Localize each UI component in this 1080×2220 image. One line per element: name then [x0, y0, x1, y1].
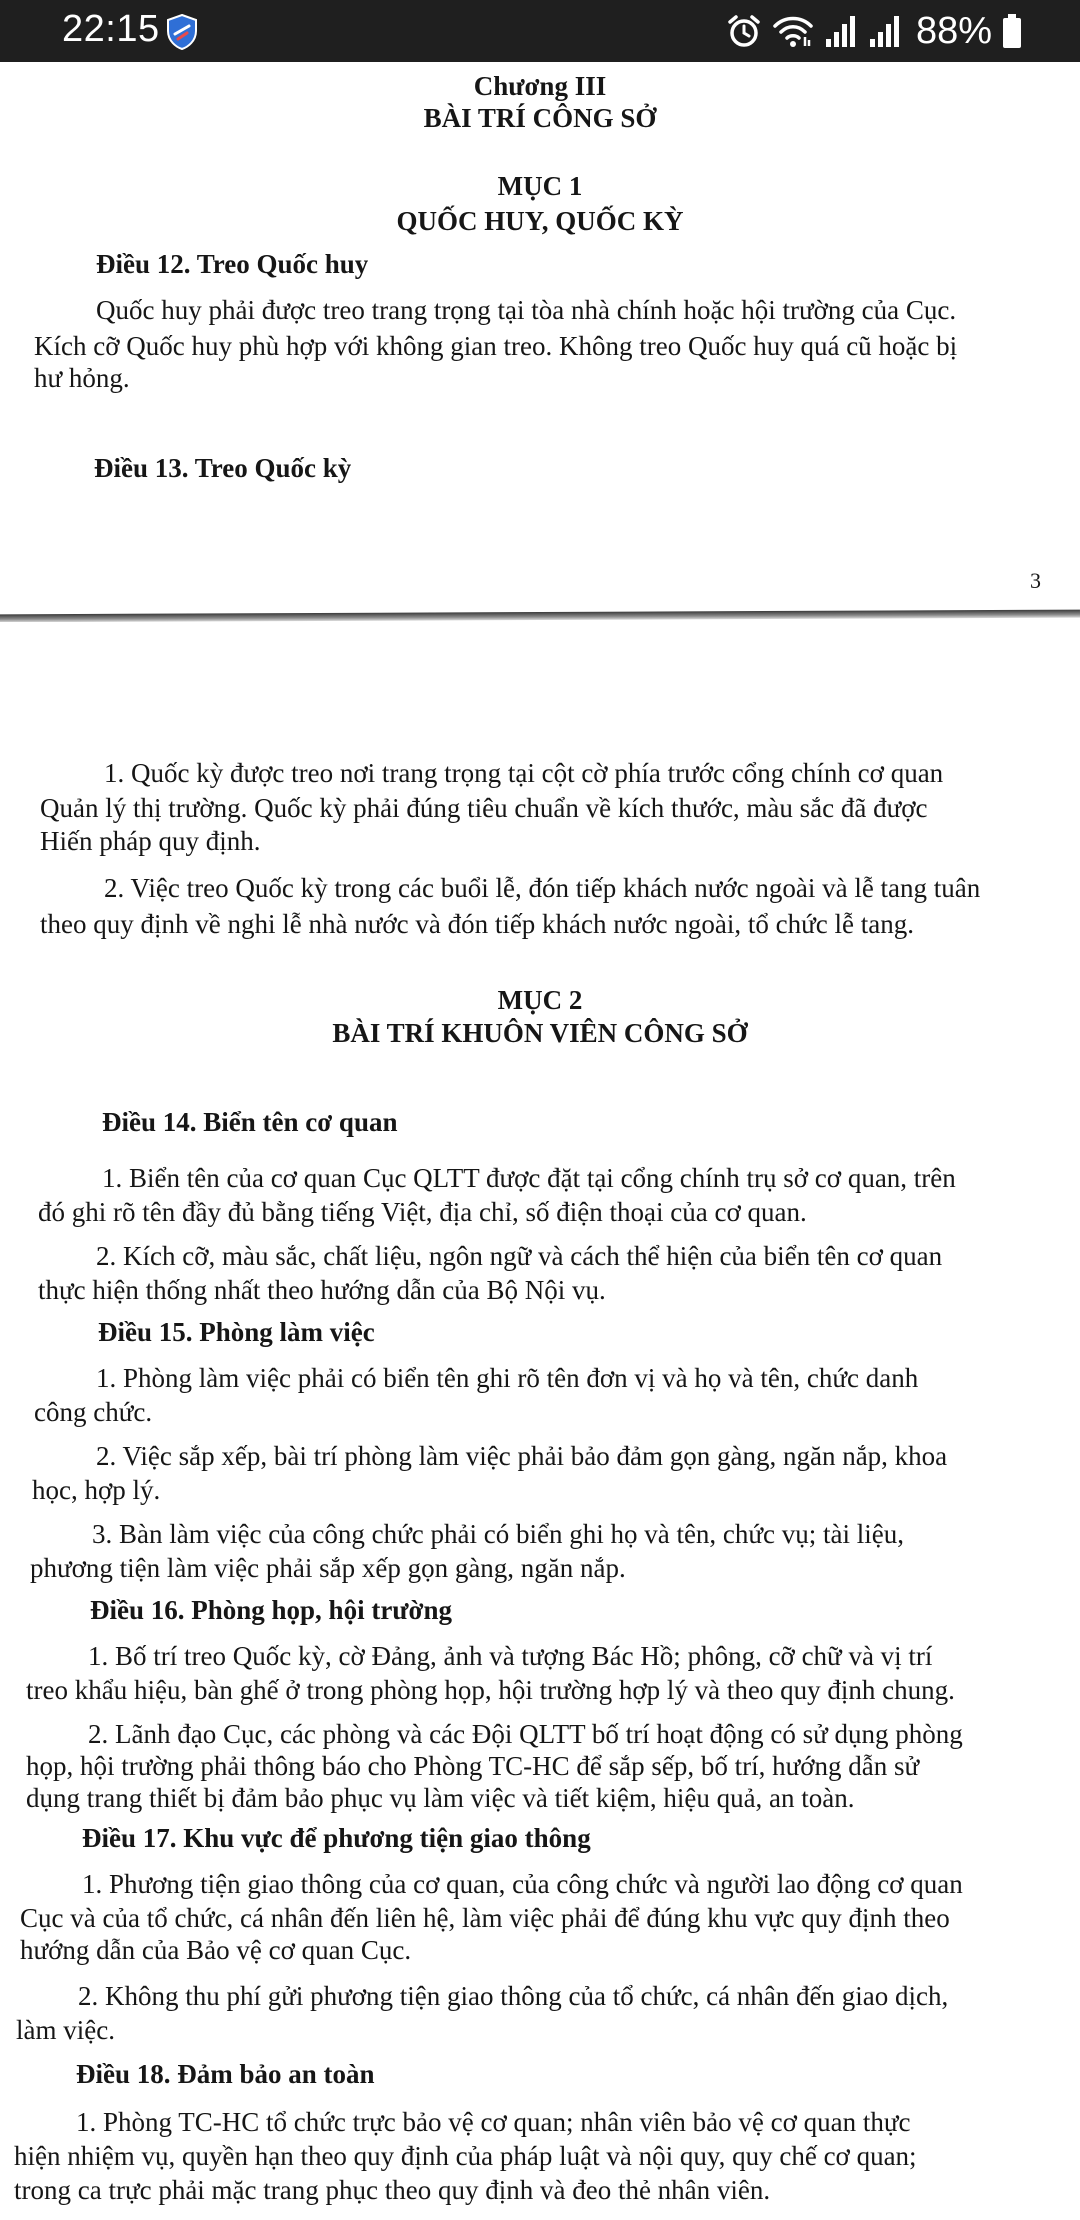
paragraph-line: thực hiện thống nhất theo hướng dẫn của Bộ Nội vụ.: [38, 1275, 606, 1305]
paragraph-line: hướng dẫn của Bảo vệ cơ quan Cục.: [20, 1935, 412, 1965]
paragraph-line: 2. Lãnh đạo Cục, các phòng và các Đội QLTT bố trí hoạt động có sử dụng phòng: [88, 1719, 963, 1749]
section-number: MỤC 2: [497, 985, 583, 1015]
paragraph-line: treo khẩu hiệu, bàn ghế ở trong phòng họp, hội trường hợp lý và theo quy định chung.: [26, 1675, 955, 1705]
document-page-2: [0, 622, 1080, 2220]
article-heading: Điều 16. Phòng họp, hội trường: [90, 1595, 452, 1625]
article-heading: Điều 18. Đảm bảo an toàn: [76, 2059, 375, 2089]
battery-icon: [1002, 13, 1022, 49]
paragraph-line: 1. Biển tên của cơ quan Cục QLTT được đặt tại cổng chính trụ sở cơ quan, trên: [102, 1163, 956, 1193]
signal-icon: [868, 13, 902, 49]
status-bar: [0, 0, 1080, 62]
paragraph-line: Quốc huy phải được treo trang trọng tại tòa nhà chính hoặc hội trường của Cục.: [96, 295, 957, 325]
paragraph-line: 2. Không thu phí gửi phương tiện giao thông của tổ chức, cá nhân đến giao dịch,: [78, 1981, 949, 2011]
paragraph-line: 1. Phương tiện giao thông của cơ quan, của công chức và người lao động cơ quan: [82, 1869, 963, 1899]
section-title: QUỐC HUY, QUỐC KỲ: [396, 206, 684, 236]
paragraph-line: Quản lý thị trường. Quốc kỳ phải đúng tiêu chuẩn về kích thước, màu sắc đã được: [40, 793, 928, 823]
document-page-1: [0, 62, 1080, 617]
paragraph-line: 3. Bàn làm việc của công chức phải có biển ghi họ và tên, chức vụ; tài liệu,: [92, 1519, 905, 1549]
alarm-icon: [726, 13, 762, 49]
chapter-number: Chương III: [473, 71, 607, 101]
status-icons: [726, 8, 1022, 54]
paragraph-line: Kích cỡ Quốc huy phù hợp với không gian treo. Không treo Quốc huy quá cũ hoặc bị: [34, 331, 958, 361]
paragraph-line: 2. Việc sắp xếp, bài trí phòng làm việc phải bảo đảm gọn gàng, ngăn nắp, khoa: [96, 1441, 948, 1471]
paragraph-line: 2. Kích cỡ, màu sắc, chất liệu, ngôn ngữ và cách thể hiện của biển tên cơ quan: [96, 1241, 943, 1271]
section-title: BÀI TRÍ KHUÔN VIÊN CÔNG SỞ: [332, 1018, 748, 1048]
chapter-title: BÀI TRÍ CÔNG SỞ: [423, 103, 657, 133]
shield-icon: [166, 14, 198, 50]
paragraph-line: 2. Việc treo Quốc kỳ trong các buổi lễ, đón tiếp khách nước ngoài và lễ tang tuân: [104, 873, 981, 903]
paragraph-line: công chức.: [34, 1397, 153, 1427]
battery-percent: 88%: [915, 9, 992, 52]
paragraph-line: 1. Quốc kỳ được treo nơi trang trọng tại cột cờ phía trước cổng chính cơ quan: [104, 758, 944, 788]
paragraph-line: hư hỏng.: [34, 363, 130, 393]
paragraph-line: 1. Phòng làm việc phải có biển tên ghi rõ tên đơn vị và họ và tên, chức danh: [96, 1363, 919, 1393]
paragraph-line: học, hợp lý.: [32, 1475, 161, 1505]
wifi-icon: [772, 13, 814, 49]
paragraph-line: theo quy định về nghi lễ nhà nước và đón tiếp khách nước ngoài, tổ chức lễ tang.: [40, 909, 914, 939]
paragraph-line: phương tiện làm việc phải sắp xếp gọn gàng, ngăn nắp.: [30, 1553, 626, 1583]
paragraph-line: làm việc.: [16, 2015, 115, 2045]
paragraph-line: 1. Phòng TC-HC tổ chức trực bảo vệ cơ quan; nhân viên bảo vệ cơ quan thực: [76, 2107, 911, 2137]
paragraph-line: đó ghi rõ tên đầy đủ bằng tiếng Việt, địa chỉ, số điện thoại của cơ quan.: [38, 1197, 807, 1227]
status-time: 22:15: [62, 8, 160, 50]
article-heading: Điều 15. Phòng làm việc: [98, 1317, 375, 1347]
signal-icon: [824, 13, 858, 49]
paragraph-line: dụng trang thiết bị đảm bảo phục vụ làm việc và tiết kiệm, hiệu quả, an toàn.: [26, 1783, 855, 1813]
article-heading: Điều 14. Biển tên cơ quan: [102, 1107, 398, 1137]
section-number: MỤC 1: [497, 171, 583, 201]
paragraph-line: Hiến pháp quy định.: [40, 826, 261, 856]
paragraph-line: trong ca trực phải mặc trang phục theo quy định và đeo thẻ nhân viên.: [14, 2175, 771, 2205]
paragraph-line: 1. Bố trí treo Quốc kỳ, cờ Đảng, ảnh và tượng Bác Hồ; phông, cỡ chữ và vị trí: [88, 1641, 933, 1671]
article-heading: Điều 17. Khu vực để phương tiện giao thông: [82, 1823, 591, 1853]
paragraph-line: hiện nhiệm vụ, quyền hạn theo quy định của pháp luật và nội quy, quy chế cơ quan;: [14, 2141, 917, 2171]
article-heading: Điều 12. Treo Quốc huy: [96, 249, 369, 279]
paragraph-line: Cục và của tổ chức, cá nhân đến liên hệ, làm việc phải để đúng khu vực quy định theo: [20, 1903, 950, 1933]
article-heading: Điều 13. Treo Quốc kỳ: [94, 453, 352, 483]
paragraph-line: họp, hội trường phải thông báo cho Phòng TC-HC để sắp sếp, bố trí, hướng dẫn sử: [26, 1751, 920, 1781]
page-number: 3: [1030, 568, 1041, 593]
